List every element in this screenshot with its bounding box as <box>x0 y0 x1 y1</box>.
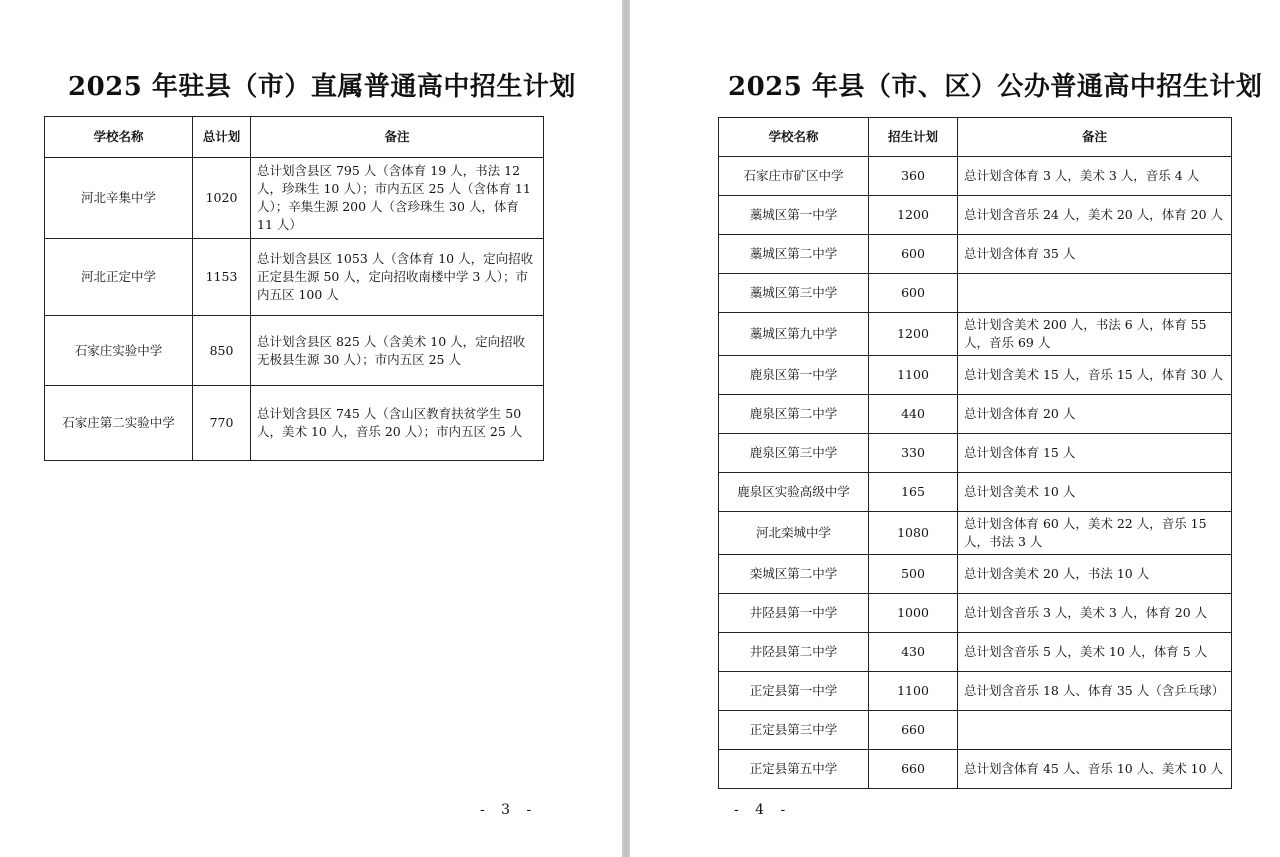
table-row <box>719 555 1232 594</box>
school-name-cell: 正定县第三中学 <box>719 711 869 750</box>
note-cell: 总计划含体育 3 人，美术 3 人，音乐 4 人 <box>958 157 1232 196</box>
table-row <box>719 750 1232 789</box>
table-row <box>45 158 544 239</box>
table-header-row <box>45 117 544 158</box>
plan-count-cell: 1080 <box>869 512 958 555</box>
page-number: - 4 - <box>734 802 792 818</box>
school-name-cell: 河北正定中学 <box>45 239 193 316</box>
table-row <box>719 274 1232 313</box>
plan-count-cell: 600 <box>869 274 958 313</box>
school-name-cell: 栾城区第二中学 <box>719 555 869 594</box>
school-name-cell: 石家庄市矿区中学 <box>719 157 869 196</box>
plan-count-cell: 600 <box>869 235 958 274</box>
page-gutter <box>622 0 630 857</box>
table-row <box>719 594 1232 633</box>
note-cell <box>958 711 1232 750</box>
note-cell: 总计划含音乐 5 人，美术 10 人，体育 5 人 <box>958 633 1232 672</box>
plan-count-cell: 1000 <box>869 594 958 633</box>
document-page-4 <box>630 0 1280 857</box>
school-name-cell: 藁城区第九中学 <box>719 313 869 356</box>
plan-count-cell: 660 <box>869 750 958 789</box>
table-row <box>719 633 1232 672</box>
note-cell: 总计划含美术 15 人，音乐 15 人，体育 30 人 <box>958 356 1232 395</box>
note-cell: 总计划含音乐 24 人，美术 20 人，体育 20 人 <box>958 196 1232 235</box>
plan-count-cell: 165 <box>869 473 958 512</box>
note-cell: 总计划含县区 1053 人（含体育 10 人，定向招收正定县生源 50 人，定向招收南楼中学 3 人）；市内五区 100 人 <box>251 239 544 316</box>
plan-count-cell: 1153 <box>193 239 251 316</box>
table-row <box>45 316 544 386</box>
note-cell: 总计划含体育 60 人，美术 22 人，音乐 15 人，书法 3 人 <box>958 512 1232 555</box>
plan-count-cell: 360 <box>869 157 958 196</box>
note-cell: 总计划含美术 200 人，书法 6 人，体育 55 人，音乐 69 人 <box>958 313 1232 356</box>
plan-count-cell: 660 <box>869 711 958 750</box>
plan-count-cell: 1100 <box>869 356 958 395</box>
table-header-row <box>719 118 1232 157</box>
page-title: 2025 年县（市、区）公办普通高中招生计划 <box>728 72 1263 102</box>
school-name-cell: 鹿泉区第一中学 <box>719 356 869 395</box>
note-cell: 总计划含体育 20 人 <box>958 395 1232 434</box>
note-cell: 总计划含体育 15 人 <box>958 434 1232 473</box>
school-name-cell: 石家庄实验中学 <box>45 316 193 386</box>
plan-count-cell: 850 <box>193 316 251 386</box>
table-row <box>719 235 1232 274</box>
note-cell: 总计划含音乐 18 人、体育 35 人（含乒乓球） <box>958 672 1232 711</box>
column-header-school: 学校名称 <box>45 117 193 158</box>
page-title: 2025 年驻县（市）直属普通高中招生计划 <box>68 72 576 102</box>
note-cell: 总计划含音乐 3 人，美术 3 人，体育 20 人 <box>958 594 1232 633</box>
school-name-cell: 藁城区第一中学 <box>719 196 869 235</box>
school-name-cell: 井陉县第二中学 <box>719 633 869 672</box>
note-cell: 总计划含体育 35 人 <box>958 235 1232 274</box>
note-cell: 总计划含美术 10 人 <box>958 473 1232 512</box>
school-name-cell: 鹿泉区第三中学 <box>719 434 869 473</box>
school-name-cell: 正定县第一中学 <box>719 672 869 711</box>
plan-count-cell: 430 <box>869 633 958 672</box>
plan-count-cell: 1200 <box>869 196 958 235</box>
table-row <box>719 313 1232 356</box>
note-cell: 总计划含县区 745 人（含山区教育扶贫学生 50 人，美术 10 人，音乐 20 人）；市内五区 25 人 <box>251 386 544 461</box>
note-cell <box>958 274 1232 313</box>
note-cell: 总计划含县区 825 人（含美术 10 人，定向招收无极县生源 30 人）；市内五区 25 人 <box>251 316 544 386</box>
table-row <box>719 356 1232 395</box>
school-name-cell: 河北栾城中学 <box>719 512 869 555</box>
table-row <box>719 672 1232 711</box>
table-row <box>719 473 1232 512</box>
column-header-note: 备注 <box>958 118 1232 157</box>
plan-count-cell: 500 <box>869 555 958 594</box>
table-row <box>719 512 1232 555</box>
plan-count-cell: 440 <box>869 395 958 434</box>
school-name-cell: 石家庄第二实验中学 <box>45 386 193 461</box>
school-name-cell: 井陉县第一中学 <box>719 594 869 633</box>
school-name-cell: 藁城区第三中学 <box>719 274 869 313</box>
table-row <box>719 157 1232 196</box>
school-name-cell: 河北辛集中学 <box>45 158 193 239</box>
plan-count-cell: 1100 <box>869 672 958 711</box>
note-cell: 总计划含县区 795 人（含体育 19 人，书法 12 人，珍珠生 10 人）；市内五区 25 人（含体育 11 人）；辛集生源 200 人（含珍珠生 30 人，体育 11 人） <box>251 158 544 239</box>
plan-count-cell: 330 <box>869 434 958 473</box>
column-header-plan: 总计划 <box>193 117 251 158</box>
page-number: - 3 - <box>480 802 538 818</box>
school-name-cell: 藁城区第二中学 <box>719 235 869 274</box>
table-row <box>45 239 544 316</box>
school-name-cell: 正定县第五中学 <box>719 750 869 789</box>
school-name-cell: 鹿泉区实验高级中学 <box>719 473 869 512</box>
table-row <box>719 196 1232 235</box>
column-header-school: 学校名称 <box>719 118 869 157</box>
enrollment-table <box>44 116 544 461</box>
plan-count-cell: 1020 <box>193 158 251 239</box>
enrollment-table <box>718 117 1232 789</box>
plan-count-cell: 1200 <box>869 313 958 356</box>
column-header-note: 备注 <box>251 117 544 158</box>
column-header-plan: 招生计划 <box>869 118 958 157</box>
table-row <box>719 395 1232 434</box>
school-name-cell: 鹿泉区第二中学 <box>719 395 869 434</box>
document-page-3 <box>0 0 622 857</box>
plan-count-cell: 770 <box>193 386 251 461</box>
note-cell: 总计划含美术 20 人，书法 10 人 <box>958 555 1232 594</box>
table-row <box>719 434 1232 473</box>
table-row <box>45 386 544 461</box>
table-row <box>719 711 1232 750</box>
note-cell: 总计划含体育 45 人、音乐 10 人、美术 10 人 <box>958 750 1232 789</box>
